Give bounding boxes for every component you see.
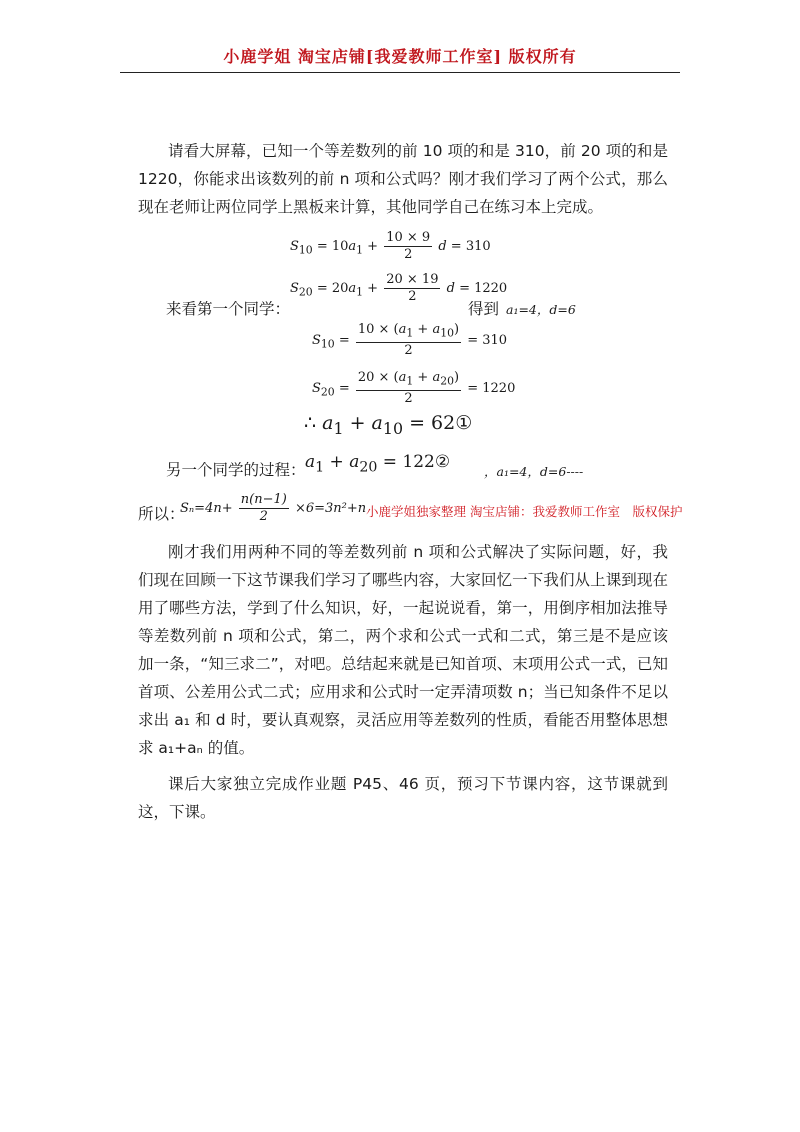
equation-a1-a20: $a_1 + a_{20}$ = 122②: [305, 452, 451, 476]
equation-s10-d: $S_{10} = 10a_1$ + $\frac{10 \times 9}{2}$ d = 310: [290, 230, 491, 262]
equation-a1-a10: ∴ $a_1 + a_{10}$ = 62①: [304, 412, 473, 438]
closing-paragraph: 课后大家独立完成作业题 P45、46 页，预习下节课内容，这节课就到这，下课。: [138, 775, 668, 821]
equation-s10-sum: $S_{10}$ = $\frac{10 \times (a_1 + a_{10})}{2}$ = 310: [312, 322, 508, 358]
intro-paragraph: 请看大屏幕，已知一个等差数列的前 10 项的和是 310，前 20 项的和是 1220，你能求出该数列的前 n 项和公式吗？刚才我们学习了两个公式，那么现在老师让两位同学上黑板来计算，其他同学自己在练习本上完成。: [138, 142, 668, 216]
page-header: 小鹿学姐 淘宝店铺[我爱教师工作室] 版权所有: [223, 47, 577, 66]
equation-s20-sum: $S_{20}$ = $\frac{20 \times (a_1 + a_{20})}{2}$ = 1220: [312, 370, 516, 406]
first-student-label: 来看第一个同学：: [166, 300, 291, 318]
equation-s20-d: $S_{20} = 20a_1$ + $\frac{20 \times 19}{2}$ d = 1220: [290, 272, 508, 304]
second-student-label: 另一个同学的过程：: [166, 461, 306, 479]
header-divider: [120, 72, 680, 73]
conclusion-label: 所以：: [138, 505, 185, 523]
summary-paragraph: 刚才我们用两种不同的等差数列前 n 项和公式解决了实际问题，好，我们现在回顾一下这节课我们学习了哪些内容，大家回忆一下我们从上课到现在用了哪些方法，学到了什么知识，好，一起说说看，第一，用倒序相加法推导等差数列前 n 项和公式，第二，两个求和公式一式和二式，第三是不是应该加一条，“知三求二”，对吧。总结起来就是已知首项、末项用公式一式，已知首项、公差用公式二式；应用求和公式时一定弄清项数 n；当已知条件不足以求出 a₁ 和 d 时，要认真观察，灵活应用等差数列的性质，看能否用整体思想求 a₁+aₙ 的值。: [138, 543, 668, 757]
second-student-result: ，a₁=4，d=6----: [484, 464, 584, 479]
watermark-text: 小鹿学姐独家整理 淘宝店铺：我爱教师工作室 版权保护: [366, 504, 683, 519]
formula-rhs: ×6=3n²+n: [294, 501, 367, 516]
conclusion-formula: Sₙ=4n+ $\frac{n(n-1)}{2}$ ×6=3n²+n: [180, 492, 367, 524]
first-student-result-label: 得到: [468, 300, 500, 318]
first-student-result: a₁=4，d=6: [506, 302, 576, 317]
formula-lhs: Sₙ=4n+: [180, 501, 233, 516]
